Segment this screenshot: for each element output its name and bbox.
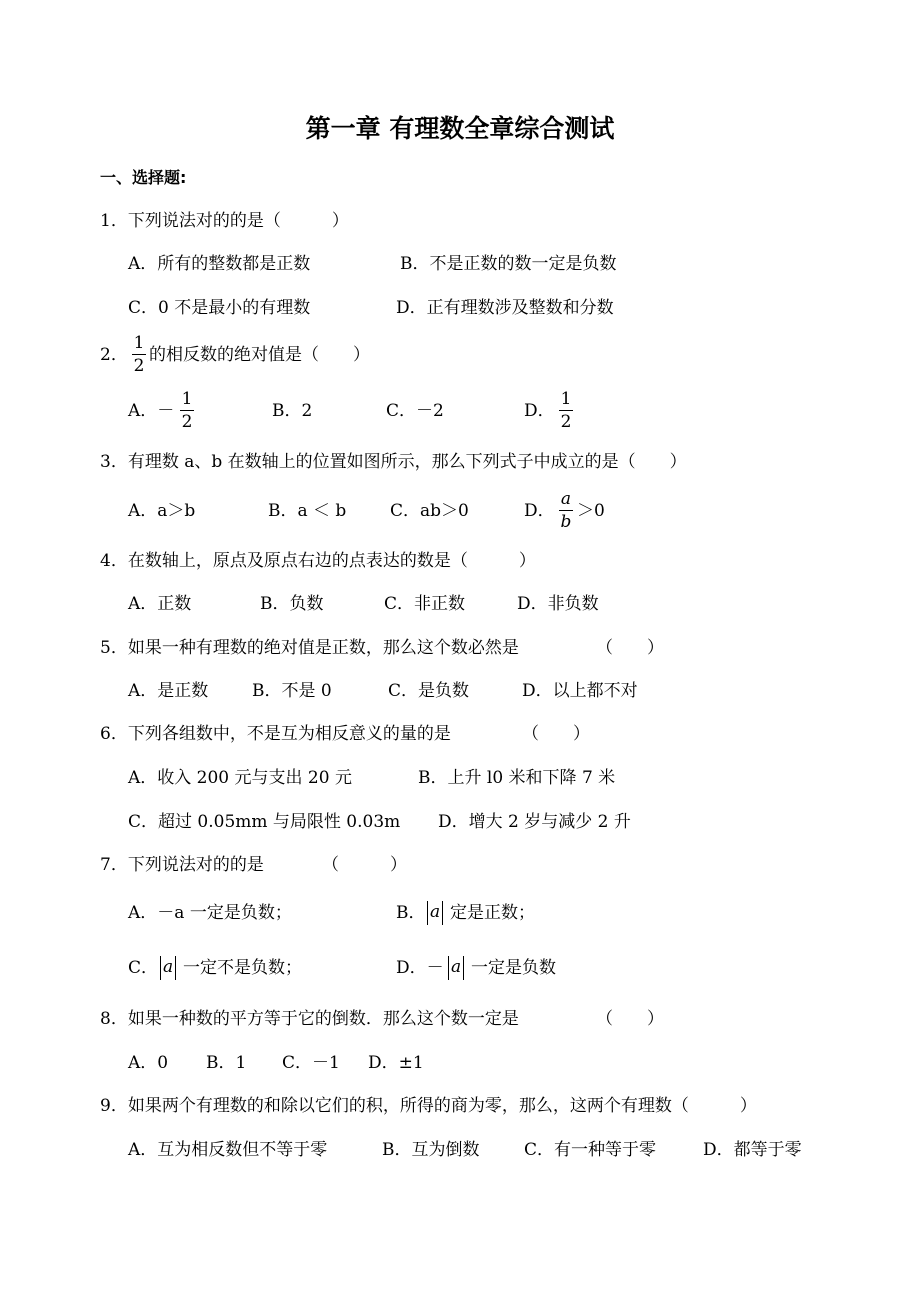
q8-answer-paren: （ ） xyxy=(596,1009,664,1029)
q7-option-a: A．－a 一定是负数； xyxy=(128,903,292,923)
q8-option-b: B．1 xyxy=(206,1053,247,1073)
fraction-bar xyxy=(559,410,573,411)
q5-option-c: C．是负数 xyxy=(388,681,470,701)
q4-option-b: B．负数 xyxy=(260,594,324,614)
q5-option-a: A．是正数 xyxy=(128,681,209,701)
q3-stem: 3．有理数 a、b 在数轴上的位置如图所示，那么下列式子中成立的是（ ） xyxy=(100,452,687,472)
q3-option-d-label: D． xyxy=(524,501,555,521)
q7-answer-paren: （ ） xyxy=(322,855,407,875)
q8-option-a: A．0 xyxy=(128,1053,169,1073)
q1-option-b: B．不是正数的数一定是负数 xyxy=(400,254,617,274)
q3-option-d-denominator: b xyxy=(560,512,572,532)
q2-fraction-numerator: 1 xyxy=(133,333,145,353)
q8-option-c: C．－1 xyxy=(282,1053,340,1073)
fraction-bar xyxy=(132,354,146,355)
q6-option-a: A．收入 200 元与支出 20 元 xyxy=(128,768,352,788)
q9-stem: 9．如果两个有理数的和除以它们的积，所得的商为零，那么，这两个有理数（ ） xyxy=(100,1096,757,1116)
q2-option-d-label: D． xyxy=(524,401,555,421)
q2-option-c: C．－2 xyxy=(386,401,444,421)
q7-option-c-absolute-value: a xyxy=(160,956,176,980)
section-heading: 一、选择题: xyxy=(100,168,187,187)
q6-answer-paren: （ ） xyxy=(522,724,590,744)
q2-stem: 的相反数的绝对值是（ ） xyxy=(149,345,370,365)
q6-option-d: D．增大 2 岁与减少 2 升 xyxy=(438,812,631,832)
q5-option-b: B．不是 0 xyxy=(252,681,332,701)
q4-option-c: C．非正数 xyxy=(384,594,466,614)
q5-answer-paren: （ ） xyxy=(596,638,664,658)
q2-fraction-denominator: 2 xyxy=(133,356,145,376)
q2-option-d-denominator: 2 xyxy=(560,412,572,432)
q2-option-d-numerator: 1 xyxy=(560,389,572,409)
q3-option-a: A．a＞b xyxy=(128,501,196,521)
q3-option-d-numerator: a xyxy=(560,489,572,509)
q7-option-b-label: B． xyxy=(396,903,426,923)
q3-option-c: C．ab＞0 xyxy=(390,501,469,521)
page-title: 第一章 有理数全章综合测试 xyxy=(305,114,615,143)
q6-stem: 6．下列各组数中，不是互为相反意义的量的是 xyxy=(100,724,451,744)
q7-option-d-label: D．－ xyxy=(396,958,444,978)
q8-stem: 8．如果一种数的平方等于它的倒数．那么这个数一定是 xyxy=(100,1009,519,1029)
q7-option-b-absolute-value: a xyxy=(427,901,443,925)
q2-option-a-fraction xyxy=(180,389,194,432)
fraction-bar xyxy=(559,510,573,511)
q2-option-b: B．2 xyxy=(272,401,313,421)
q9-option-a: A．互为相反数但不等于零 xyxy=(128,1140,328,1160)
q1-option-d: D．正有理数涉及整数和分数 xyxy=(396,298,614,318)
q6-option-c: C．超过 0.05mm 与局限性 0.03m xyxy=(128,812,401,832)
q4-option-d: D．非负数 xyxy=(517,594,599,614)
q6-option-b: B．上升 l0 米和下降 7 米 xyxy=(418,768,616,788)
q7-option-c-label: C． xyxy=(128,958,159,978)
fraction-bar xyxy=(180,410,194,411)
q5-option-d: D．以上都不对 xyxy=(522,681,638,701)
q2-option-a-denominator: 2 xyxy=(181,412,193,432)
q7-option-d-tail: 一定是负数 xyxy=(471,958,556,978)
q2-option-d-fraction xyxy=(559,389,573,432)
q1-stem: 1．下列说法对的的是（ ） xyxy=(100,211,349,231)
q2-number: 2． xyxy=(100,345,128,365)
q7-option-c-tail: 一定不是负数； xyxy=(183,958,302,978)
q3-option-d-fraction xyxy=(559,489,573,532)
q8-option-d: D．±1 xyxy=(368,1053,424,1073)
q7-option-b-tail: 定是正数； xyxy=(450,903,535,923)
q5-stem: 5．如果一种有理数的绝对值是正数，那么这个数必然是 xyxy=(100,638,519,658)
q4-option-a: A．正数 xyxy=(128,594,192,614)
q7-option-d-absolute-value: a xyxy=(448,956,464,980)
q1-option-c: C．0 不是最小的有理数 xyxy=(128,298,311,318)
q9-option-b: B．互为倒数 xyxy=(382,1140,480,1160)
q2-option-a-numerator: 1 xyxy=(181,389,193,409)
q7-stem: 7．下列说法对的的是 xyxy=(100,855,264,875)
q3-option-d-tail: ＞0 xyxy=(577,501,605,521)
q2-option-a-label: A．－ xyxy=(128,401,175,421)
q9-option-c: C．有一种等于零 xyxy=(524,1140,657,1160)
q1-option-a: A．所有的整数都是正数 xyxy=(128,254,311,274)
q2-fraction xyxy=(132,333,146,376)
q3-option-b: B．a ＜ b xyxy=(268,501,347,521)
q4-stem: 4．在数轴上，原点及原点右边的点表达的数是（ ） xyxy=(100,551,536,571)
q9-option-d: D．都等于零 xyxy=(703,1140,802,1160)
